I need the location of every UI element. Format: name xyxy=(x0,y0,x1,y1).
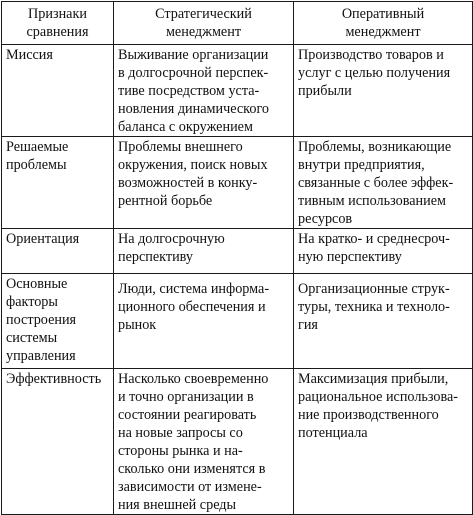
cell-line: ресурсов xyxy=(298,211,353,227)
cell-line: туры, техника и техноло- xyxy=(298,299,450,315)
cell-line: тивным использованием xyxy=(298,193,446,209)
cell-line: проблемы xyxy=(6,157,67,173)
cell-strategic xyxy=(114,45,294,137)
header-line: менеджмент xyxy=(345,24,421,40)
cell-line: факторы xyxy=(6,294,58,310)
header-strategic xyxy=(114,2,294,45)
cell-strategic xyxy=(114,369,294,515)
cell-line: Основные xyxy=(6,276,68,292)
cell-criterion xyxy=(2,229,114,274)
cell-line: Ориентация xyxy=(6,231,80,247)
cell-line: прибыли xyxy=(298,83,352,99)
table-row-effectiveness xyxy=(2,369,473,515)
cell-line: ционного обеспечения и xyxy=(118,299,266,315)
cell-strategic xyxy=(114,229,294,274)
cell-line: потенциала xyxy=(298,425,368,441)
cell-strategic xyxy=(114,137,294,229)
cell-line: баланса с окружением xyxy=(118,119,253,135)
cell-line: стороны рынка и на- xyxy=(118,443,243,459)
cell-line: Миссия xyxy=(6,47,53,63)
cell-line: Проблемы внешнего xyxy=(118,139,243,155)
cell-line: системы xyxy=(6,330,58,346)
cell-line: гия xyxy=(298,317,318,333)
header-line: Признаки xyxy=(28,6,87,22)
cell-line: состоянии реагировать xyxy=(118,407,257,423)
cell-line: на новые запросы со xyxy=(118,425,243,441)
table-row-mission xyxy=(2,45,473,137)
cell-line: рентной борьбе xyxy=(118,193,213,209)
cell-line: перспективу xyxy=(118,249,193,265)
header-line: Оперативный xyxy=(341,6,425,22)
cell-line: На долгосрочную xyxy=(118,231,225,247)
cell-line: возможностей в конку- xyxy=(118,175,258,191)
cell-line: рациональное использова- xyxy=(298,389,459,405)
cell-line: ную перспективу xyxy=(298,249,402,265)
cell-operational xyxy=(294,274,473,369)
header-line: сравнения xyxy=(26,24,89,40)
cell-line: услуг с целью получения xyxy=(298,65,451,81)
cell-operational xyxy=(294,229,473,274)
cell-line: внутри предприятия, xyxy=(298,157,425,173)
cell-line: построения xyxy=(6,312,77,328)
comparison-table xyxy=(1,1,473,515)
cell-line: Максимизация прибыли, xyxy=(298,371,449,387)
cell-line: управления xyxy=(6,348,76,364)
cell-line: тиве посредством уста- xyxy=(118,83,260,99)
table-row-problems xyxy=(2,137,473,229)
cell-criterion xyxy=(2,274,114,369)
table-body xyxy=(2,45,473,515)
table-row-orientation xyxy=(2,229,473,274)
cell-line: Эффективность xyxy=(6,371,102,387)
header-row xyxy=(2,2,473,45)
cell-line: Производство товаров и xyxy=(298,47,444,63)
cell-line: ние производственного xyxy=(298,407,439,423)
cell-operational xyxy=(294,369,473,515)
cell-line: зависимости от измене- xyxy=(118,479,262,495)
cell-line: в долгосрочной перспек- xyxy=(118,65,269,81)
header-line: Стратегический xyxy=(155,6,252,22)
cell-criterion xyxy=(2,45,114,137)
table-header xyxy=(2,2,473,45)
cell-line: сколько они изменятся в xyxy=(118,461,266,477)
cell-line: окружения, поиск новых xyxy=(118,157,268,173)
cell-line: Организационные струк- xyxy=(298,281,450,297)
cell-line: Выживание организации xyxy=(118,47,269,63)
table-row-factors xyxy=(2,274,473,369)
cell-criterion xyxy=(2,137,114,229)
cell-line: Решаемые xyxy=(6,139,69,155)
header-criteria xyxy=(2,2,114,45)
cell-line: Люди, система информа- xyxy=(118,281,270,297)
header-operational xyxy=(294,2,473,45)
cell-line: связанные с более эффек- xyxy=(298,175,454,191)
cell-strategic xyxy=(114,274,294,369)
cell-operational xyxy=(294,137,473,229)
cell-criterion xyxy=(2,369,114,515)
cell-line: На кратко- и среднесроч- xyxy=(298,231,450,247)
cell-line: ния внешней среды xyxy=(118,497,237,513)
cell-line: новления динамического xyxy=(118,101,270,117)
cell-operational xyxy=(294,45,473,137)
cell-line: рынок xyxy=(118,317,157,333)
header-line: менеджмент xyxy=(165,24,242,40)
cell-line: Насколько своевременно xyxy=(118,371,269,387)
cell-line: Проблемы, возникающие xyxy=(298,139,452,155)
cell-line: и точно организации в xyxy=(118,389,254,405)
